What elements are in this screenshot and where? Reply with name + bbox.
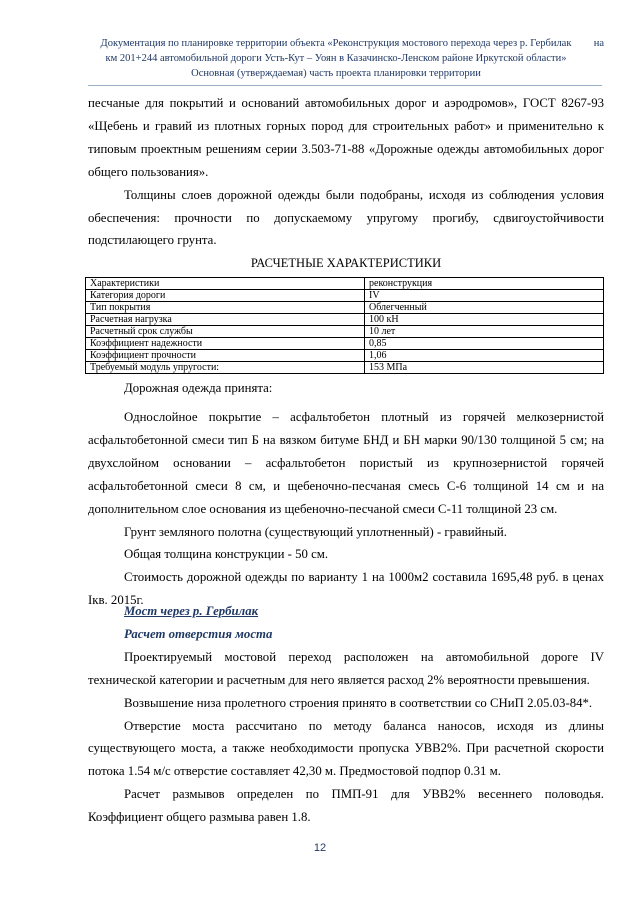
table-cell: 1,06	[365, 350, 604, 362]
table-cell: IV	[365, 290, 604, 302]
table-row	[86, 302, 604, 314]
pavement-paragraph-2: Однослойное покрытие – асфальтобетон плотный из горячей мелкозернистой асфальтобетонной смеси тип Б на вязком битуме БНД и БН марки 90/130 толщиной 5 см; на двухслойном основании – асфальтобетон пористый из крупнозернистой горячей асфальтобетонной смеси 8 см, и щебеночно-песчаная смесь С-6 толщиной 14 см и на дополнительном слое основания из щебеночно-песчаной смеси С-11 толщиной 23 см.	[88, 410, 604, 516]
table-cell: 10 лет	[365, 326, 604, 338]
table-title: РАСЧЕТНЫЕ ХАРАКТЕРИСТИКИ	[250, 256, 442, 270]
bridge-section	[88, 600, 604, 829]
bridge-paragraph-2: Возвышение низа пролетного строения принято в соответствии со СНиП 2.05.03-84*.	[124, 695, 593, 710]
bridge-subheading: Расчет отверстия моста	[124, 626, 273, 641]
table-cell: реконструкция	[365, 278, 604, 290]
pavement-section	[88, 379, 604, 612]
table-row	[86, 326, 604, 338]
bridge-heading-text: Мост через р. Гербилак	[124, 604, 259, 618]
pavement-paragraph-5: Стоимость дорожной одежды по варианту 1 на 1000м2 составила 1695,48 руб. в ценах Iкв. 2015г.	[88, 570, 604, 608]
table-cell: Расчетный срок службы	[86, 326, 365, 338]
table-row	[86, 278, 604, 290]
table-cell: 153 МПа	[365, 362, 604, 374]
header-divider	[88, 85, 602, 86]
header-line-3: Основная (утверждаемая) часть проекта планировки территории	[191, 68, 481, 79]
table-cell: 0,85	[365, 338, 604, 350]
intro-paragraph-1: песчаные для покрытий и оснований автомобильных дорог и аэродромов», ГОСТ 8267-93 «Щебень и гравий из плотных горных пород для строительных работ» и применительно к типовым проектным решениям серии 3.503-71-88 «Дорожные одежды автомобильных дорог общего пользования».	[88, 96, 604, 179]
bridge-paragraph-4: Расчет размывов определен по ПМП-91 для УВВ2% весеннего половодья. Коэффициент общего размыва равен 1.8.	[88, 787, 604, 825]
pavement-paragraph-4: Общая толщина конструкции - 50 см.	[124, 547, 329, 562]
intro-paragraph-2: Толщины слоев дорожной одежды были подобраны, исходя из соблюдения условия обеспечения: прочности по допускаемому упругому прогибу, сдвигоустойчивости подстилающего грунта.	[88, 187, 604, 248]
table-row	[86, 314, 604, 326]
table-row	[86, 290, 604, 302]
table-cell: 100 кН	[365, 314, 604, 326]
table-cell: Тип покрытия	[86, 302, 365, 314]
table-cell: Коэффициент прочности	[86, 350, 365, 362]
table-cell: Категория дороги	[86, 290, 365, 302]
table-cell: Характеристики	[86, 278, 365, 290]
pavement-paragraph-1: Дорожная одежда принята:	[124, 381, 273, 395]
header-line-1-text: Документация по планировке территории объекта «Реконструкция мостового перехода через р. Гербилак	[100, 38, 572, 49]
table-row	[86, 362, 604, 374]
intro-section	[88, 92, 604, 252]
bridge-paragraph-3: Отверстие моста рассчитано по методу баланса наносов, исходя из длины существующего моста, а также необходимости пропуска УВВ2%. При расчетной скорости потока 1.54 м/с отверстие составляет 42,30 м. Предмостовой подпор 0.31 м.	[88, 718, 604, 779]
table-row	[86, 350, 604, 362]
characteristics-table	[85, 277, 604, 374]
header-line-1	[72, 36, 604, 51]
bridge-paragraph-1: Проектируемый мостовой переход расположен на автомобильной дороге IV технической категории и расчетным для него является расход 2% вероятности превышения.	[88, 649, 604, 687]
table-cell: Расчетная нагрузка	[86, 314, 365, 326]
pavement-paragraph-3: Грунт земляного полотна (существующий уплотненный) - гравийный.	[124, 524, 507, 539]
table-cell: Коэффициент надежности	[86, 338, 365, 350]
table-cell: Облегченный	[365, 302, 604, 314]
table-row	[86, 338, 604, 350]
table-cell: Требуемый модуль упругости:	[86, 362, 365, 374]
header-line-2: км 201+244 автомобильной дороги Усть-Кут – Уоян в Казачинско-Ленском районе Иркутской области»	[105, 53, 567, 64]
document-header	[72, 36, 604, 81]
page-number: 12	[313, 842, 327, 854]
bridge-heading	[88, 600, 604, 623]
header-line-1-tail: на	[593, 38, 604, 49]
